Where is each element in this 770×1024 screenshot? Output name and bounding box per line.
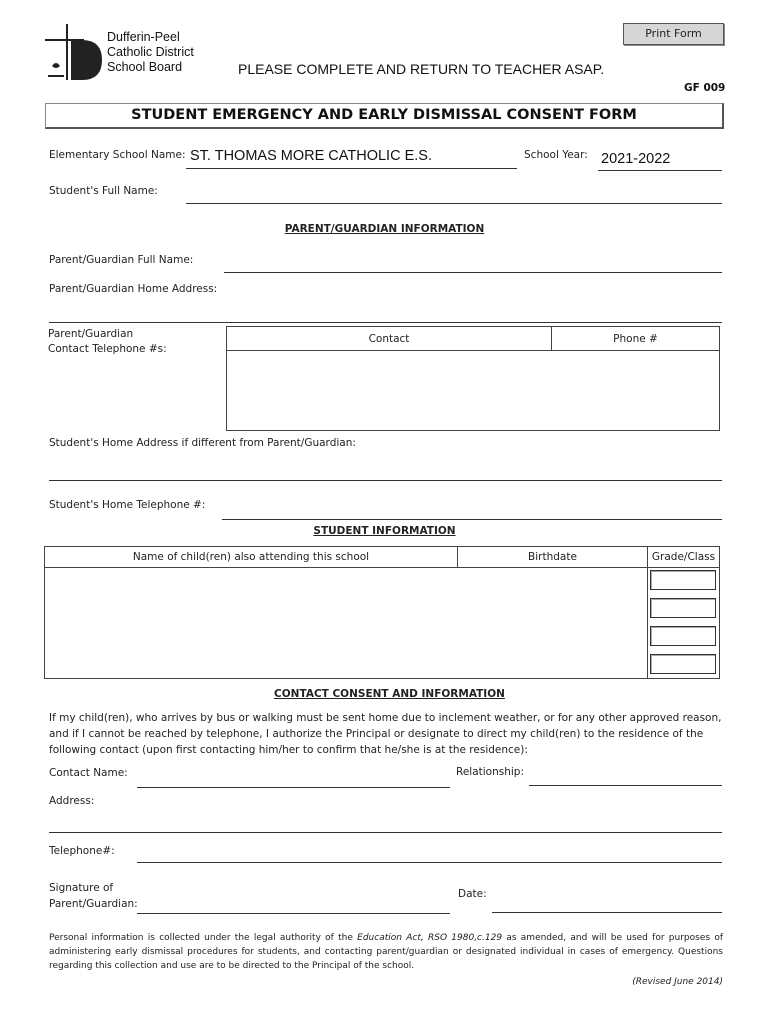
student-section-heading: STUDENT INFORMATION xyxy=(313,525,456,537)
privacy-notice-intro: Personal information is collected under the legal authority of the xyxy=(49,933,358,943)
signature-label-line-2: Parent/Guardian: xyxy=(49,898,138,910)
grade-class-field-4[interactable] xyxy=(650,654,716,674)
privacy-notice-act: Education Act, RSO 1980,c.129 xyxy=(357,933,503,943)
grade-class-field-2[interactable] xyxy=(650,598,716,618)
signature-label-line-1: Signature of xyxy=(49,882,114,894)
school-year-label: School Year: xyxy=(524,149,588,161)
parent-name-field[interactable] xyxy=(224,272,722,273)
student-name-label: Student's Full Name: xyxy=(49,185,158,197)
school-name-underline xyxy=(186,168,517,169)
parent-name-label: Parent/Guardian Full Name: xyxy=(49,254,194,266)
contact-telephone-field[interactable] xyxy=(137,862,722,863)
school-name-field[interactable]: ST. THOMAS MORE CATHOLIC E.S. xyxy=(190,148,432,164)
form-title: STUDENT EMERGENCY AND EARLY DISMISSAL CONSENT FORM xyxy=(45,103,724,129)
instruction-text: PLEASE COMPLETE AND RETURN TO TEACHER ASAP. xyxy=(238,61,605,77)
contact-name-field[interactable] xyxy=(137,787,450,788)
parent-address-label: Parent/Guardian Home Address: xyxy=(49,283,218,295)
privacy-notice-body: as amended, and will be used for purposes of administering early dismissal procedures for students, and contacting parent/guardian or designated individual in cases of emergency. Questions regarding this collection and use are to be directed to the Principal of the school. xyxy=(49,933,723,971)
relationship-field[interactable] xyxy=(529,785,722,786)
signature-label xyxy=(49,880,138,912)
grade-column-header: Grade/Class xyxy=(648,547,720,568)
student-address-label: Student's Home Address if different from Parent/Guardian: xyxy=(49,437,356,449)
consent-paragraph: If my child(ren), who arrives by bus or walking must be sent home due to inclement weather, or for any other approved reason, and if I cannot be reached by telephone, I authorize the Principal or designate to direct my child(ren) to the residence of the following contact (upon first contacting him/her to confirm that he/she is at the residence): xyxy=(49,712,722,756)
parent-contact-label-line-2: Contact Telephone #s: xyxy=(48,343,167,355)
student-table xyxy=(44,546,720,679)
grade-class-field-3[interactable] xyxy=(650,626,716,646)
form-code: GF 009 xyxy=(684,82,726,94)
date-field[interactable] xyxy=(492,912,722,913)
contact-address-label: Address: xyxy=(49,795,95,807)
consent-section-heading: CONTACT CONSENT AND INFORMATION xyxy=(274,688,505,700)
student-phone-field[interactable] xyxy=(222,519,722,520)
parent-address-field[interactable] xyxy=(49,322,722,323)
logo-line-2: Catholic District xyxy=(107,45,194,59)
parent-contact-table xyxy=(226,326,720,431)
student-phone-label: Student's Home Telephone #: xyxy=(49,499,206,511)
student-address-field[interactable] xyxy=(49,480,722,481)
contact-name-label: Contact Name: xyxy=(49,767,128,779)
contact-address-field[interactable] xyxy=(49,832,722,833)
school-year-underline xyxy=(598,170,722,171)
parent-section-heading: PARENT/GUARDIAN INFORMATION xyxy=(284,223,485,235)
logo-mark-icon xyxy=(44,22,106,84)
revision-note: (Revised June 2014) xyxy=(632,977,723,987)
signature-field[interactable] xyxy=(137,913,450,914)
grade-class-field-1[interactable] xyxy=(650,570,716,590)
relationship-label: Relationship: xyxy=(456,766,524,778)
school-name-label: Elementary School Name: xyxy=(49,149,186,161)
logo-line-1: Dufferin-Peel xyxy=(107,30,180,44)
parent-contact-label xyxy=(48,327,167,357)
school-board-logo xyxy=(44,22,214,92)
date-label: Date: xyxy=(458,888,487,900)
contact-column-header: Contact xyxy=(227,327,552,351)
logo-line-3: School Board xyxy=(107,60,183,74)
parent-contacts-entry[interactable] xyxy=(227,351,720,431)
privacy-notice xyxy=(49,931,723,973)
parent-contact-label-line-1: Parent/Guardian xyxy=(48,328,134,340)
student-name-field[interactable] xyxy=(186,203,722,204)
children-column-header: Name of child(ren) also attending this school xyxy=(45,547,458,568)
birthdate-column-header: Birthdate xyxy=(458,547,648,568)
children-names-entry[interactable] xyxy=(45,568,648,679)
school-year-field[interactable]: 2021-2022 xyxy=(601,151,671,167)
print-form-button[interactable]: Print Form xyxy=(623,23,724,45)
phone-column-header: Phone # xyxy=(552,327,720,351)
contact-telephone-label: Telephone#: xyxy=(49,845,115,857)
